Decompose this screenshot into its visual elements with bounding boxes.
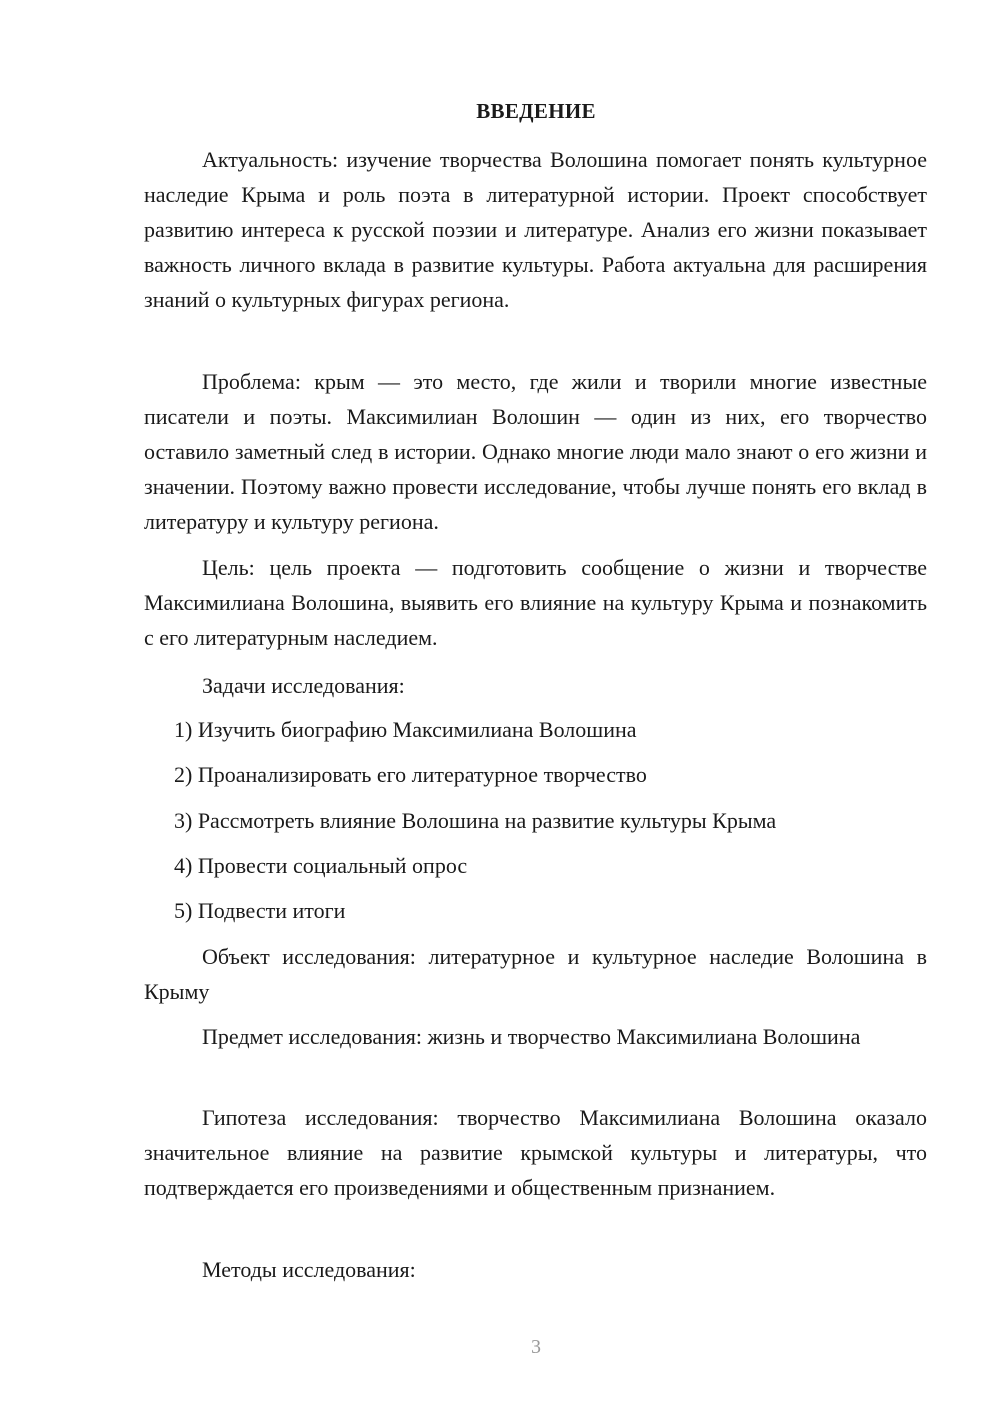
task-item-3: 3) Рассмотреть влияние Волошина на развитие культуры Крыма [174,808,777,833]
tasks-heading: Задачи исследования: [202,673,405,698]
methods-heading: Методы исследования: [202,1257,416,1282]
relevance-paragraph: Актуальность: изучение творчества Волошина помогает понять культурное наследие Крыма и роль поэта в литературной истории. Проект способствует развитию интереса к русской поэзии и литературе. Анализ его жизни показывает важность личного вклада в развитие культуры. Работа актуальна для расширения знаний о культурных фигурах региона. [144,147,927,312]
hypothesis-paragraph: Гипотеза исследования: творчество Максимилиана Волошина оказало значительное влияние на развитие крымской культуры и литературы, что подтверждается его произведениями и общественным признанием. [144,1105,927,1200]
subject-paragraph: Предмет исследования: жизнь и творчество Максимилиана Волошина [202,1024,861,1049]
goal-paragraph: Цель: цель проекта — подготовить сообщение о жизни и творчестве Максимилиана Волошина, выявить его влияние на культуру Крыма и познакомить с его литературным наследием. [144,555,927,650]
task-item-5: 5) Подвести итоги [174,898,346,923]
object-paragraph: Объект исследования: литературное и культурное наследие Волошина в Крыму [144,944,927,1004]
page-number: 3 [531,1336,541,1358]
task-item-4: 4) Провести социальный опрос [174,853,468,878]
task-item-2: 2) Проанализировать его литературное творчество [174,762,647,787]
section-heading: ВВЕДЕНИЕ [476,99,596,123]
problem-paragraph: Проблема: крым — это место, где жили и творили многие известные писатели и поэты. Максимилиан Волошин — один из них, его творчество оставило заметный след в истории. Однако многие люди мало знают о его жизни и значении. Поэтому важно провести исследование, чтобы лучше понять его вклад в литературу и культуру региона. [144,369,927,534]
task-item-1: 1) Изучить биографию Максимилиана Волошина [174,717,637,742]
